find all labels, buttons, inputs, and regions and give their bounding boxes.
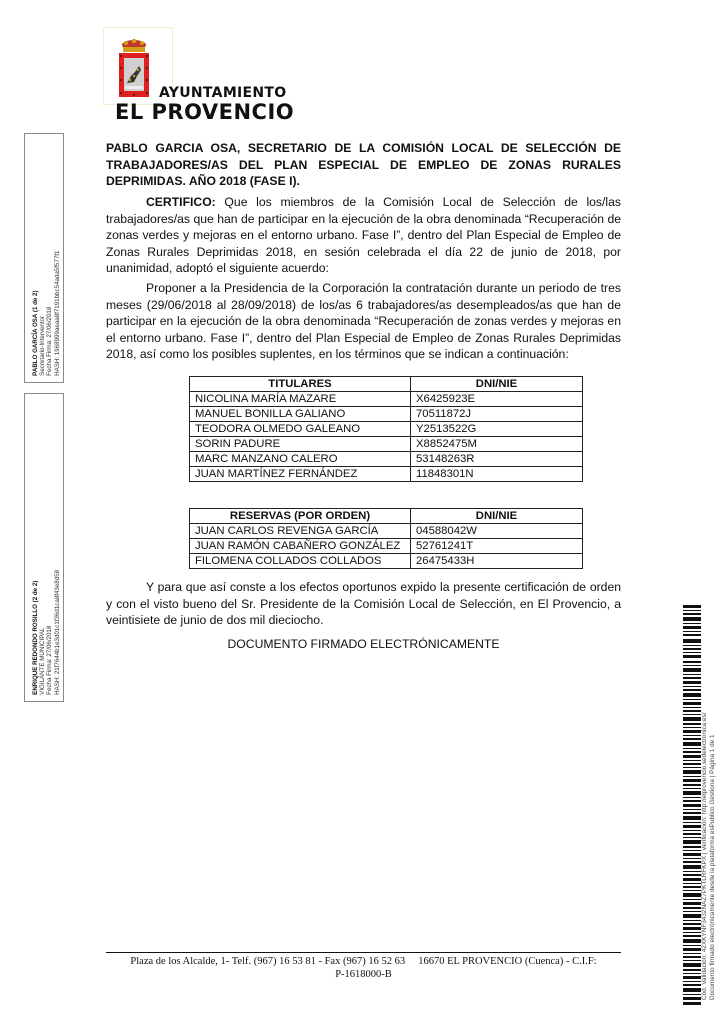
- signature-box-1: [24, 133, 64, 383]
- footer-line-1: Plaza de los Alcalde, 1- Telf. (967) 16 53 81 - Fax (967) 16 52 63 16670 EL PROVENCIO (Cuenca) - C.I.F:: [130, 956, 597, 967]
- name-cell: TEODORA OLMEDO GALEANO: [190, 422, 411, 437]
- column-header-titulares: TITULARES: [190, 377, 411, 392]
- table-header-row: [190, 377, 583, 392]
- name-cell: FILOMENA COLLADOS COLLADOS: [190, 554, 411, 569]
- name-cell: NICOLINA MARÍA MAZARE: [190, 392, 411, 407]
- dni-cell: 52761241T: [411, 539, 583, 554]
- certifico-label: CERTIFICO:: [146, 195, 216, 209]
- signature-text-1: [32, 136, 61, 376]
- name-cell: MANUEL BONILLA GALIANO: [190, 407, 411, 422]
- footer-divider: [106, 952, 621, 953]
- table-header-row: [190, 509, 583, 524]
- proposal-paragraph: [106, 280, 621, 363]
- signer-name: ENRIQUE REDONDO ROSILLO (2 de 2): [32, 580, 40, 695]
- dni-cell: 53148263R: [411, 452, 583, 467]
- reservas-table: [189, 508, 583, 569]
- dni-cell: 04588042W: [411, 524, 583, 539]
- column-header-dni: DNI/NIE: [411, 509, 583, 524]
- name-cell: JUAN CARLOS REVENGA GARCÍA: [190, 524, 411, 539]
- signature-hash: HASH: 21f7644b1e3d01c1f36d1ca8f43e8d58: [53, 570, 61, 695]
- table-row: [190, 452, 583, 467]
- name-cell: JUAN MARTÍNEZ FERNÁNDEZ: [190, 467, 411, 482]
- signature-hash: HASH: 1968999aeaa8f7191bbc54ada5f577f1: [53, 250, 61, 376]
- column-header-dni: DNI/NIE: [411, 377, 583, 392]
- table-row: [190, 407, 583, 422]
- table-row: [190, 524, 583, 539]
- footer-line-2: P-1618000-B: [335, 969, 392, 980]
- name-cell: SORIN PADURE: [190, 437, 411, 452]
- footer-address: [106, 955, 621, 981]
- dni-cell: Y2513522G: [411, 422, 583, 437]
- table-row: [190, 437, 583, 452]
- dni-cell: 26475433H: [411, 554, 583, 569]
- platform-line: Documento firmado electrónicamente desde la plataforma esPublico Gestiona | Página 1 de 1: [709, 734, 716, 1000]
- name-cell: MARC MANZANO CALERO: [190, 452, 411, 467]
- table-row: [190, 422, 583, 437]
- validation-text: [701, 600, 717, 1000]
- dni-cell: 11848301N: [411, 467, 583, 482]
- table-row: [190, 539, 583, 554]
- logo-title-town: EL PROVENCIO: [115, 100, 295, 124]
- signature-box-2: [24, 393, 64, 702]
- name-cell: JUAN RAMÓN CABAÑERO GONZÁLEZ: [190, 539, 411, 554]
- column-header-reservas: RESERVAS (POR ORDEN): [190, 509, 411, 524]
- table-row: [190, 392, 583, 407]
- signer-role: Secretario-Interventor: [39, 316, 47, 376]
- signature-date: Fecha Firma: 27/06/2018: [46, 306, 54, 376]
- dni-cell: X8852475M: [411, 437, 583, 452]
- table-row: [190, 554, 583, 569]
- certifico-paragraph: [106, 194, 621, 277]
- signature-text-2: [32, 455, 61, 695]
- certifico-text: Que los miembros de la Comisión Local de Selección de los/las trabajadores/as que han de participar en la ejecución de la obra denominada “Recuperación de zonas verdes y mejoras en el entorno urbano. Fase I”, dentro del Plan Especial de Empleo de Zonas Rurales Deprimidas 2018, en sesión celebrada el día 22 de junio de 2018, por unanimidad, adoptó el siguiente acuerdo:: [106, 195, 621, 275]
- dni-cell: 70511872J: [411, 407, 583, 422]
- barcode-icon: [683, 605, 701, 1005]
- closing-text: Y para que así conste a los efectos oportunos expido la presente certificación de orden y con el visto bueno del Sr. Presidente de la Comisión Local de Selección, en El Provencio, a veintisiete de junio de dos mil dieciocho.: [106, 580, 621, 627]
- signature-date: Fecha Firma: 27/06/2018: [46, 625, 54, 695]
- signed-notice: DOCUMENTO FIRMADO ELECTRÓNICAMENTE: [227, 637, 500, 651]
- proposal-text: Proponer a la Presidencia de la Corporación la contratación durante un periodo de tres meses (29/06/2018 al 28/09/2018) de los/as 6 trabajadores/as desempleados/as que han de participar en la ejecución de la obra denominada “Recuperación de zonas verdes y mejoras en el entorno urbano. Fase I”, dentro del Plan Especial de Empleo de Zonas Rurales Deprimidas 2018, así como los posibles suplentes, en los términos que se indican a continuación:: [106, 281, 621, 361]
- table-row: [190, 467, 583, 482]
- coat-of-arms-logo: [117, 38, 151, 98]
- signer-role: VIGILANTE MUNICIPAL: [39, 627, 47, 695]
- validation-code-line: Cód. Validación: 42XKYNF3432NAZ7PKTLRFKPX | Verificación: http://elprovencio.sedelectronica.es/: [701, 712, 708, 1000]
- signer-name: PABLO GARCÍA OSA (1 de 2): [32, 290, 40, 376]
- dni-cell: X6425923E: [411, 392, 583, 407]
- document-heading: PABLO GARCIA OSA, SECRETARIO DE LA COMISIÓN LOCAL DE SELECCIÓN DE TRABAJADORES/AS DEL PLAN ESPECIAL DE EMPLEO DE ZONAS RURALES DEPRIMIDAS. AÑO 2018 (FASE I).: [106, 141, 621, 188]
- closing-paragraph: [106, 579, 621, 629]
- titulares-table: [189, 376, 583, 482]
- logo-title-ayuntamiento: AYUNTAMIENTO: [159, 85, 287, 101]
